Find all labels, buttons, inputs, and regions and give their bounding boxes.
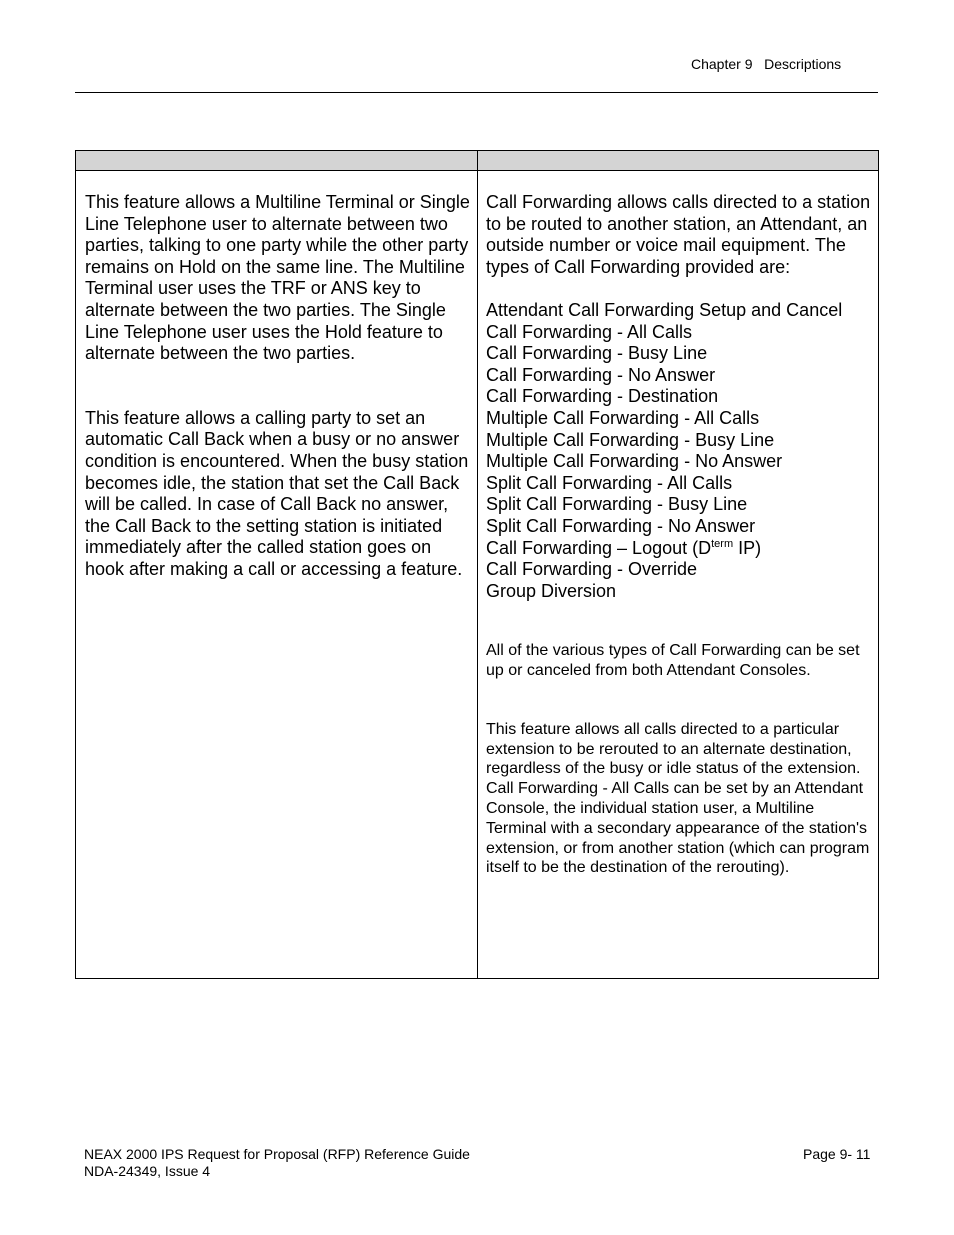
list-item: Call Forwarding - All Calls <box>486 321 693 342</box>
list-item: Multiple Call Forwarding - No Answer <box>486 451 783 472</box>
list-item: Multiple Call Forwarding - All Calls <box>486 407 760 428</box>
list-item: Split Call Forwarding - Busy Line <box>486 494 748 515</box>
column-divider <box>477 151 478 978</box>
left-paragraph-1: This feature allows a Multiline Terminal or Single Line Telephone user to alternate between two parties, talking to one party while the other party remains on Hold on the same line. The Multiline Terminal user uses the TRF or ANS key to alternate between the two parties. The Single Line Telephone user uses the Hold feature to alternate between the two parties. <box>85 192 470 364</box>
list-item <box>486 538 872 560</box>
logout-prefix: Call Forwarding – Logout (D <box>486 537 712 558</box>
logout-suffix: IP) <box>733 537 762 558</box>
list-item: Split Call Forwarding - No Answer <box>486 515 756 536</box>
spacer <box>85 365 471 408</box>
list-item: Call Forwarding - Destination <box>486 386 719 407</box>
list-item: Call Forwarding - Busy Line <box>486 343 708 364</box>
list-item: Call Forwarding - No Answer <box>486 364 716 385</box>
left-paragraph-2: This feature allows a calling party to set an automatic Call Back when a busy or no answer condition is encountered. When the busy station becomes idle, the station that set the Call Back will be called. In case of Call Back no answer, the Call Back to the setting station is initiated immediately after the called station goes on hook after making a call or accessing a feature. <box>85 407 469 579</box>
logout-superscript: term <box>711 537 734 550</box>
header-rule <box>75 92 878 93</box>
list-item: Multiple Call Forwarding - Busy Line <box>486 429 775 450</box>
list-item: Split Call Forwarding - All Calls <box>486 472 733 493</box>
chapter-header: Chapter 9 Descriptions <box>691 56 842 72</box>
attendant-setup-text: All of the various types of Call Forwarding can be set up or canceled from both Attendant Consoles. <box>486 642 860 680</box>
all-calls-text: This feature allows all calls directed to a particular extension to be rerouted to an alternate destination, regardless of the busy or idle status of the extension. Call Forwarding - All Calls can be set by an Attendant Console, the individual station user, a Multiline Terminal with a secondary appearance of the station's extension, or from another station (which can program itself to be the destination of the rerouting). <box>486 720 870 877</box>
forwarding-types-list <box>486 300 872 602</box>
spacer <box>486 681 872 720</box>
list-item: Call Forwarding - Override <box>486 559 698 580</box>
footer-doc-id: NDA-24349, Issue 4 <box>84 1163 211 1179</box>
list-item: Group Diversion <box>486 580 617 601</box>
feature-table <box>75 150 879 979</box>
page-number: Page 9- 11 <box>803 1146 871 1162</box>
right-column <box>486 192 872 878</box>
list-item: Attendant Call Forwarding Setup and Cancel <box>486 299 843 320</box>
footer-title: NEAX 2000 IPS Request for Proposal (RFP) Reference Guide <box>84 1146 470 1162</box>
call-forwarding-intro: Call Forwarding allows calls directed to a station to be routed to another station, an Attendant, an outside number or voice mail equipment. The types of Call Forwarding provided are: <box>486 192 871 277</box>
left-column <box>85 192 471 581</box>
spacer <box>486 278 872 300</box>
